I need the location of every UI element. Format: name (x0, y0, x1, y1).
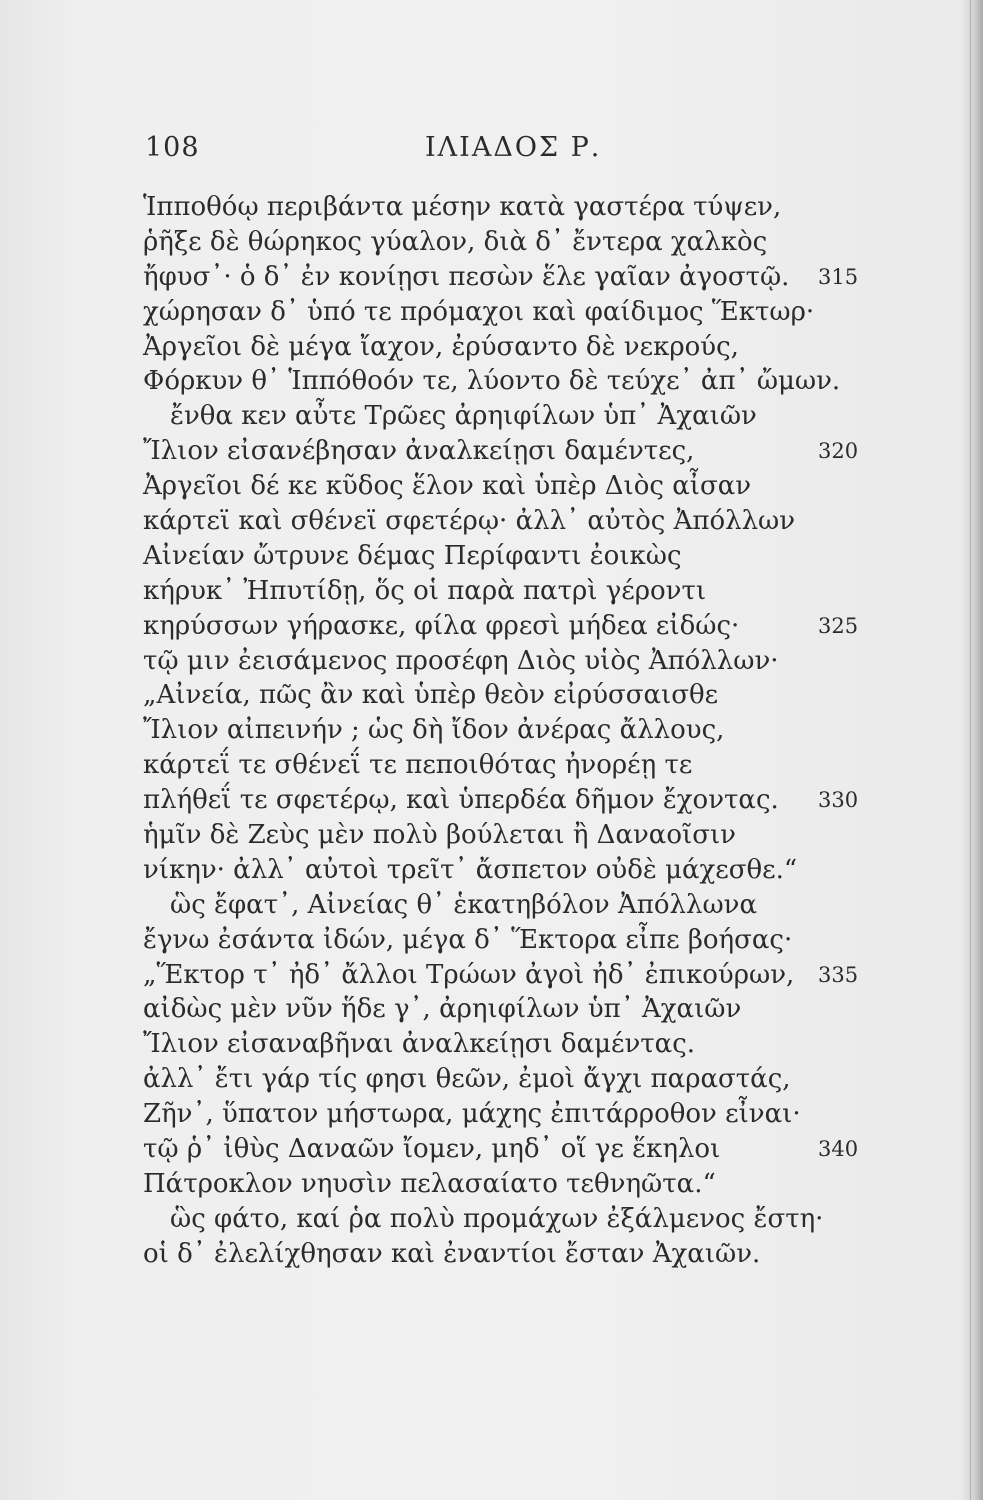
verse-line (0, 888, 983, 923)
verse-line (0, 678, 983, 713)
verse-line (0, 748, 983, 783)
verse-line (0, 225, 983, 260)
verse-text: Ἀργεῖοι δὲ μέγα ἴαχον, ἐρύσαντο δὲ νεκρούς, (143, 331, 739, 362)
verse-text: κήρυκ᾽ Ἠπυτίδῃ, ὅς οἱ παρὰ πατρὶ γέροντι (143, 575, 707, 606)
verse-line (0, 1202, 983, 1237)
verse-line (0, 1097, 983, 1132)
line-number: 325 (818, 613, 859, 638)
verse-text: Ζῆν᾽, ὕπατον μήστωρα, μάχης ἐπιτάρροθον εἶναι· (143, 1099, 801, 1130)
verse-text: ἔγνω ἐσάντα ἰδών, μέγα δ᾽ Ἕκτορα εἶπε βοήσας· (143, 924, 793, 955)
verse-text: „Ἕκτορ τ᾽ ἠδ᾽ ἄλλοι Τρώων ἀγοὶ ἠδ᾽ ἐπικούρων, (143, 959, 795, 990)
verse-line (0, 434, 983, 469)
verse-line (0, 609, 983, 644)
verse-line (0, 644, 983, 679)
verse-text: κάρτεΐ τε σθένεΐ τε πεποιθότας ἠνορέῃ τε (143, 750, 693, 781)
verse-text: Φόρκυν θ᾽ Ἱππόθοόν τε, λύοντο δὲ τεύχε᾽ ἀπ᾽ ὤμων. (143, 366, 841, 397)
line-number: 335 (818, 962, 859, 987)
line-number: 315 (818, 264, 859, 289)
verse-line (0, 853, 983, 888)
verse-text: Αἰνείαν ὤτρυνε δέμας Περίφαντι ἐοικὼς (143, 540, 682, 571)
verse-line (0, 1062, 983, 1097)
verse-text: Ἴλιον αἰπεινήν ; ὡς δὴ ἴδον ἀνέρας ἄλλους, (143, 715, 725, 746)
verse-text: τῷ μιν ἐεισάμενος προσέφη Διὸς υἱὸς Ἀπόλλων· (143, 645, 779, 676)
verse-lines (0, 190, 983, 1272)
verse-line (0, 1027, 983, 1062)
verse-line (0, 399, 983, 434)
verse-text: ἀλλ᾽ ἔτι γάρ τίς φησι θεῶν, ἐμοὶ ἄγχι παραστάς, (143, 1064, 791, 1095)
verse-line (0, 1237, 983, 1272)
verse-text: ῥῆξε δὲ θώρηκος γύαλον, διὰ δ᾽ ἔντερα χαλκὸς (143, 226, 768, 257)
verse-line (0, 260, 983, 295)
verse-line (0, 364, 983, 399)
verse-line (0, 330, 983, 365)
verse-text: Ἱπποθόῳ περιβάντα μέσην κατὰ γαστέρα τύψεν, (143, 192, 782, 222)
verse-text: Ἴλιον εἰσαναβῆναι ἀναλκείῃσι δαμέντας. (143, 1029, 696, 1060)
verse-text: αἰδὼς μὲν νῦν ἥδε γ᾽, ἀρηιφίλων ὑπ᾽ Ἀχαιῶν (143, 994, 742, 1025)
verse-line (0, 713, 983, 748)
verse-text: χώρησαν δ᾽ ὑπό τε πρόμαχοι καὶ φαίδιμος Ἕκτωρ· (143, 296, 815, 327)
verse-line (0, 1167, 983, 1202)
verse-line (0, 295, 983, 330)
line-number: 340 (818, 1137, 859, 1162)
verse-line (0, 818, 983, 853)
verse-text: ἡμῖν δὲ Ζεὺς μὲν πολὺ βούλεται ἢ Δαναοῖσιν (143, 820, 736, 851)
verse-text: νίκην· ἀλλ᾽ αὐτοὶ τρεῖτ᾽ ἄσπετον οὐδὲ μάχεσθε.“ (143, 854, 798, 885)
verse-line (0, 783, 983, 818)
verse-text: ὣς φάτο, καί ῥα πολὺ προμάχων ἐξάλμενος ἔστη· (170, 1203, 824, 1234)
verse-line (0, 1132, 983, 1167)
verse-line (0, 574, 983, 609)
verse-line (0, 539, 983, 574)
running-title: ΙΛΙΑΔΟΣ Ρ. (425, 132, 602, 163)
verse-text: „Αἰνεία, πῶς ἂν καὶ ὑπὲρ θεὸν εἰρύσσαισθε (143, 680, 719, 711)
verse-text: οἱ δ᾽ ἐλελίχθησαν καὶ ἐναντίοι ἔσταν Ἀχαιῶν. (143, 1238, 761, 1269)
page-header (145, 132, 835, 172)
page-number: 108 (145, 132, 200, 163)
verse-line (0, 923, 983, 958)
verse-text: ἤφυσ᾽· ὁ δ᾽ ἐν κονίῃσι πεσὼν ἕλε γαῖαν ἀγοστῷ. (143, 261, 790, 292)
verse-text: ἔνθα κεν αὖτε Τρῶες ἀρηιφίλων ὑπ᾽ Ἀχαιῶν (170, 401, 757, 432)
verse-text: τῷ ῥ᾽ ἰθὺς Δαναῶν ἴομεν, μηδ᾽ οἵ γε ἕκηλοι (143, 1134, 721, 1165)
verse-text: κηρύσσων γήρασκε, φίλα φρεσὶ μήδεα εἰδώς· (143, 610, 740, 641)
verse-line (0, 190, 983, 225)
verse-text: Πάτροκλον νηυσὶν πελασαίατο τεθνηῶτα.“ (143, 1168, 716, 1199)
verse-text: πλήθεΐ τε σφετέρῳ, καὶ ὑπερδέα δῆμον ἔχοντας. (143, 785, 779, 816)
line-number: 330 (818, 788, 859, 813)
verse-text: Ἴλιον εἰσανέβησαν ἀναλκείῃσι δαμέντες, (143, 436, 695, 467)
line-number: 320 (818, 439, 859, 464)
verse-line (0, 958, 983, 993)
verse-text: Ἀργεῖοι δέ κε κῦδος ἕλον καὶ ὑπὲρ Διὸς αἶσαν (143, 471, 752, 502)
verse-line (0, 504, 983, 539)
verse-text: κάρτεϊ καὶ σθένεϊ σφετέρῳ· ἀλλ᾽ αὐτὸς Ἀπόλλων (143, 506, 796, 537)
verse-text: ὣς ἔφατ᾽, Αἰνείας θ᾽ ἑκατηβόλον Ἀπόλλωνα (170, 889, 758, 920)
verse-line (0, 992, 983, 1027)
verse-line (0, 469, 983, 504)
